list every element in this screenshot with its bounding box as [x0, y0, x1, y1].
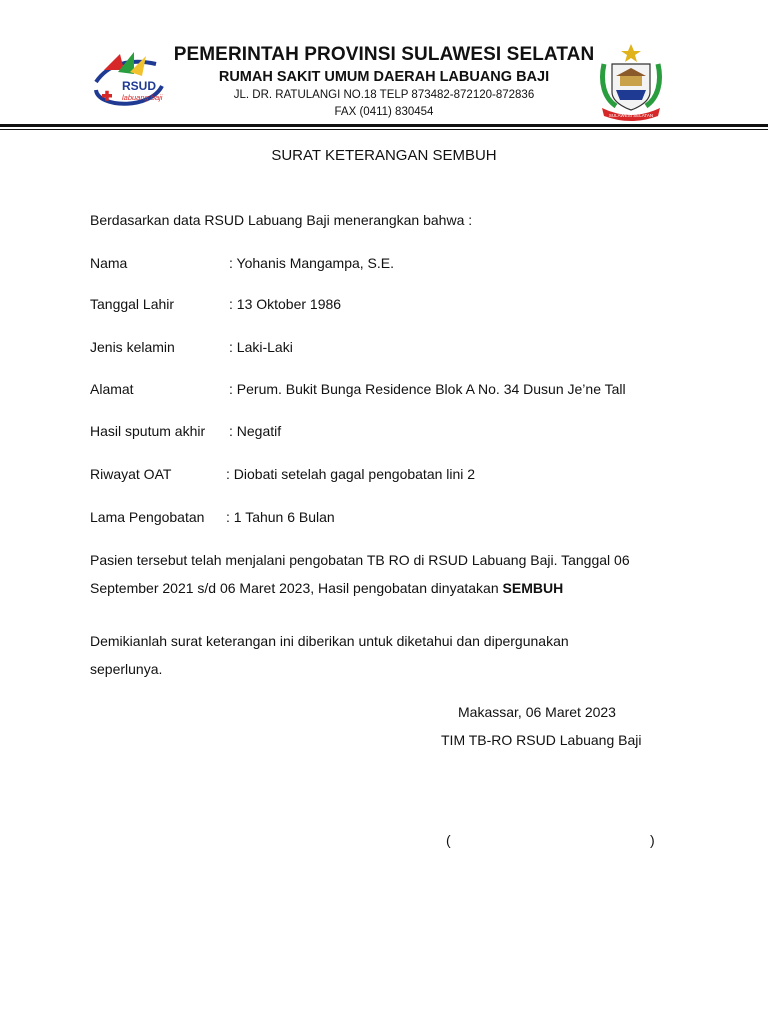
field-value-hasil-sputum: : Negatif	[229, 423, 282, 439]
field-label-nama: Nama	[90, 255, 128, 271]
signature-open-paren: (	[446, 832, 451, 848]
letterhead-line1: PEMERINTAH PROVINSI SULAWESI SELATAN	[173, 44, 595, 65]
statement-paragraph	[90, 546, 680, 602]
field-value-jenis-kelamin: : Laki-Laki	[229, 339, 293, 355]
field-value-lama-pengobatan: : 1 Tahun 6 Bulan	[226, 509, 335, 525]
field-label-alamat: Alamat	[90, 381, 134, 397]
letterhead	[0, 0, 768, 130]
signature-close-paren: )	[650, 832, 655, 848]
field-value-tanggal-lahir: : 13 Oktober 1986	[229, 296, 342, 312]
field-value-nama: : Yohanis Mangampa, S.E.	[229, 255, 394, 271]
logo-right-text: SULAWESI SELATAN	[608, 113, 654, 118]
letterhead-rule-thin	[0, 129, 768, 130]
intro-text: Berdasarkan data RSUD Labuang Baji menerangkan bahwa :	[90, 212, 473, 228]
sulsel-emblem	[596, 42, 666, 124]
field-label-riwayat-oat: Riwayat OAT	[90, 466, 172, 482]
field-label-tanggal-lahir: Tanggal Lahir	[90, 296, 175, 312]
signature-team: TIM TB-RO RSUD Labuang Baji	[441, 732, 642, 748]
logo-left-text: RSUD	[122, 79, 157, 93]
statement-emphasis: SEMBUH	[502, 580, 564, 596]
signature-place-date: Makassar, 06 Maret 2023	[458, 704, 616, 720]
letterhead-fax: FAX (0411) 830454	[334, 106, 434, 118]
document-title: SURAT KETERANGAN SEMBUH	[271, 147, 497, 164]
letterhead-address: JL. DR. RATULANGI NO.18 TELP 873482-872120-872836	[233, 89, 535, 101]
letterhead-line2: RUMAH SAKIT UMUM DAERAH LABUANG BAJI	[218, 69, 550, 85]
logo-left-subtext: labuang baji	[122, 93, 163, 102]
closing-paragraph: Demikianlah surat keterangan ini diberikan untuk diketahui dan dipergunakan seperlunya.	[90, 633, 569, 677]
statement-text: Pasien tersebut telah menjalani pengobatan TB RO di RSUD Labuang Baji. Tanggal 06 September 2021 s/d 06 Maret 2023, Hasil pengobatan dinyatakan	[90, 552, 630, 596]
field-value-riwayat-oat: : Diobati setelah gagal pengobatan lini 2	[226, 466, 476, 482]
field-label-jenis-kelamin: Jenis kelamin	[90, 339, 175, 355]
letterhead-rule-thick	[0, 124, 768, 127]
field-label-hasil-sputum: Hasil sputum akhir	[90, 423, 206, 439]
field-value-alamat: : Perum. Bukit Bunga Residence Blok A No. 34 Dusun Je’ne Tall	[229, 381, 626, 397]
field-label-lama-pengobatan: Lama Pengobatan	[90, 509, 205, 525]
